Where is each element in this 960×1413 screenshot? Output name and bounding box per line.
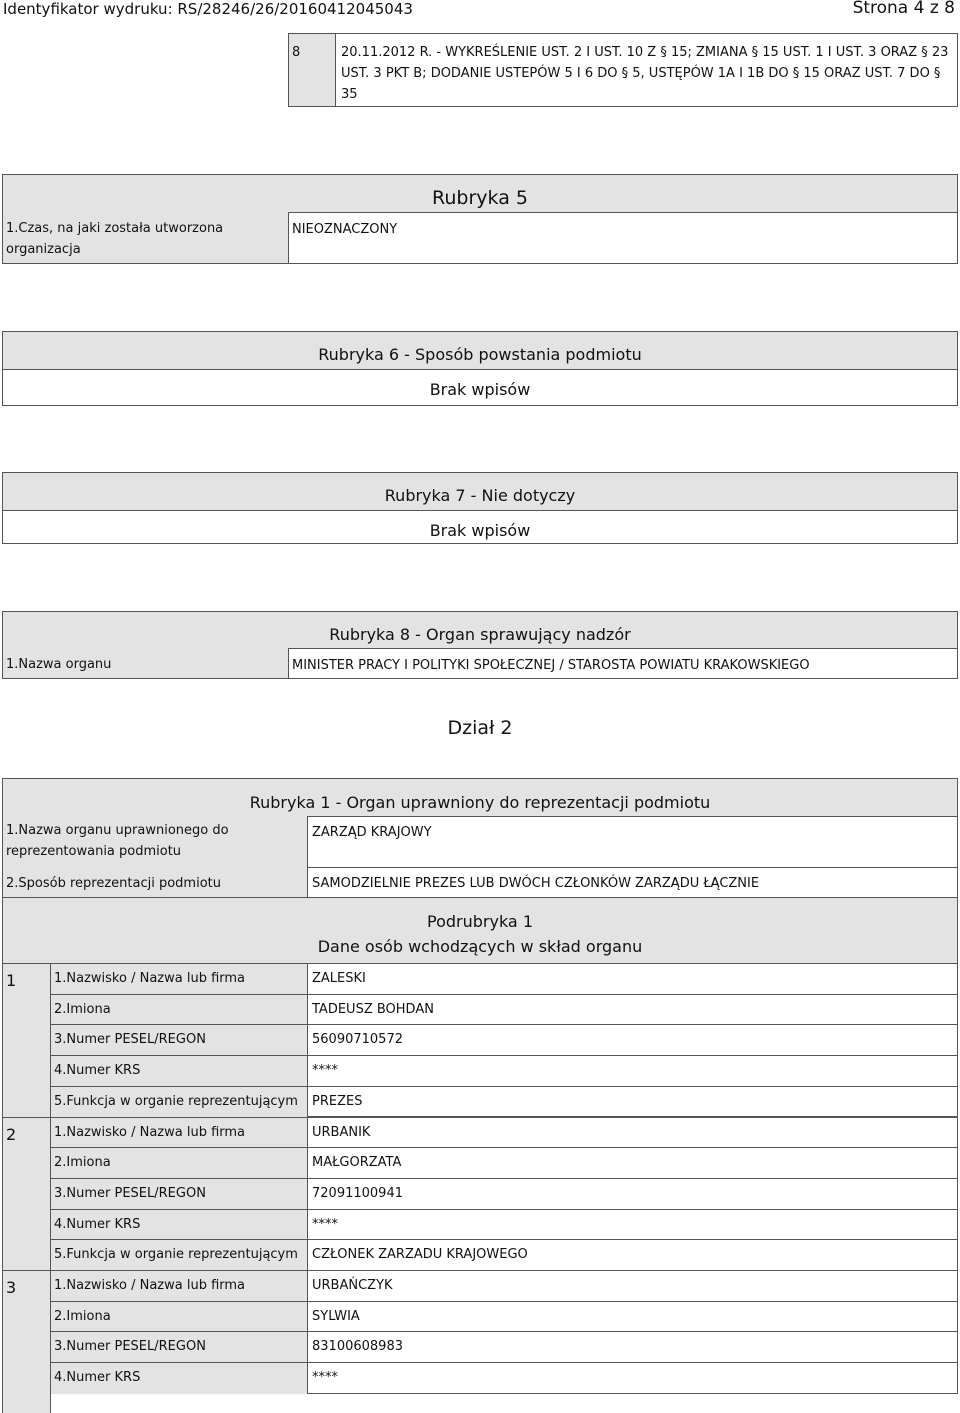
rubryka8-label: 1.Nazwa organu <box>6 657 112 672</box>
person-field-value: 83100608983 <box>307 1331 958 1363</box>
person-field-value: 56090710572 <box>307 1024 958 1056</box>
rubryka5-value: NIEOZNACZONY <box>292 222 398 237</box>
person-field-value: URBANIK <box>307 1117 958 1149</box>
person-field-label: 4.Numer KRS <box>51 1055 308 1087</box>
rubryka5-title: Rubryka 5 <box>432 187 528 209</box>
print-identifier: Identyfikator wydruku: RS/28246/26/20160412045043 <box>3 0 413 18</box>
rubryka1-method-label-cell <box>2 868 308 898</box>
person-separator <box>2 1117 51 1118</box>
person-index: 3 <box>6 1278 17 1297</box>
person-field-label: 5.Funkcja w organie reprezentującym <box>51 1086 308 1118</box>
person-field-label: 2.Imiona <box>51 1301 308 1333</box>
person-field-label: 2.Imiona <box>51 1147 308 1179</box>
person-field-value: 72091100941 <box>307 1178 958 1210</box>
amendment-number-cell <box>288 33 336 107</box>
person-field-value: ZALESKI <box>307 963 958 995</box>
rubryka1-title: Rubryka 1 - Organ uprawniony do reprezentacji podmiotu <box>249 793 711 812</box>
rubryka8-label-cell <box>2 648 289 679</box>
person-field-value: PREZES <box>307 1086 958 1118</box>
person-field-label: 4.Numer KRS <box>51 1209 308 1241</box>
amendment-text: 20.11.2012 R. - WYKREŚLENIE UST. 2 I UST. 10 Z § 15; ZMIANA § 15 UST. 1 I UST. 3 ORAZ § 23 UST. 3 PKT B; DODANIE USTEPÓW 5 I 6 DO § 5, USTĘPÓW 1A I 1B DO § 15 ORAZ UST. 7 DO § 35 <box>341 45 949 102</box>
rubryka1-method-label: 2.Sposób reprezentacji podmiotu <box>6 876 221 891</box>
amendment-text-cell <box>335 33 958 107</box>
rubryka1-name-value: ZARZĄD KRAJOWY <box>312 825 432 840</box>
dzial-title: Dział 2 <box>447 717 513 739</box>
rubryka6-title: Rubryka 6 - Sposób powstania podmiotu <box>318 345 642 364</box>
rubryka7-empty-cell <box>2 510 958 544</box>
podrubryka-header-cell <box>2 897 958 963</box>
rubryka5-value-cell <box>288 212 958 264</box>
rubryka8-title: Rubryka 8 - Organ sprawujący nadzór <box>329 625 631 644</box>
person-field-value: **** <box>307 1055 958 1087</box>
person-field-label: 3.Numer PESEL/REGON <box>51 1331 308 1363</box>
person-field-label: 1.Nazwisko / Nazwa lub firma <box>51 1117 308 1149</box>
person-field-value: CZŁONEK ZARZADU KRAJOWEGO <box>307 1239 958 1271</box>
person-index: 2 <box>6 1124 17 1144</box>
podrubryka-title: Podrubryka 1 <box>427 912 533 931</box>
person-field-value: TADEUSZ BOHDAN <box>307 994 958 1026</box>
person-field-value: **** <box>307 1362 958 1394</box>
person-field-label: 5.Funkcja w organie reprezentującym <box>51 1239 308 1271</box>
rubryka1-name-label-cell <box>2 816 308 869</box>
rubryka7-title-cell <box>2 472 958 510</box>
rubryka6-empty-cell <box>2 369 958 406</box>
rubryka8-value-cell <box>288 648 958 679</box>
person-field-value: URBAŃCZYK <box>307 1270 958 1302</box>
rubryka6-empty: Brak wpisów <box>429 380 531 399</box>
rubryka1-method-value-cell <box>307 868 958 898</box>
rubryka5-label-cell <box>2 212 289 264</box>
rubryka1-name-label: 1.Nazwa organu uprawnionego do reprezentowania podmiotu <box>6 823 229 859</box>
rubryka6-title-cell <box>2 331 958 369</box>
rubryka1-method-value: SAMODZIELNIE PREZES LUB DWÓCH CZŁONKÓW ZARZĄDU ŁĄCZNIE <box>312 876 760 891</box>
amendment-number: 8 <box>292 45 301 60</box>
person-field-label: 2.Imiona <box>51 994 308 1026</box>
person-field-label: 4.Numer KRS <box>51 1362 308 1394</box>
persons-index-column <box>2 963 51 1413</box>
rubryka8-value: MINISTER PRACY I POLITYKI SPOŁECZNEJ / STAROSTA POWIATU KRAKOWSKIEGO <box>292 658 810 673</box>
podrubryka-subtitle: Dane osób wchodzących w skład organu <box>317 937 643 956</box>
page-number: Strona 4 z 8 <box>852 0 955 18</box>
rubryka5-title-cell <box>2 174 958 212</box>
person-field-label: 3.Numer PESEL/REGON <box>51 1024 308 1056</box>
rubryka5-label: 1.Czas, na jaki została utworzona organizacja <box>6 221 224 257</box>
person-separator <box>2 1270 51 1271</box>
rubryka7-title: Rubryka 7 - Nie dotyczy <box>384 486 576 505</box>
person-field-label: 1.Nazwisko / Nazwa lub firma <box>51 963 308 995</box>
rubryka1-name-value-cell <box>307 816 958 868</box>
person-field-label: 3.Numer PESEL/REGON <box>51 1178 308 1210</box>
person-field-value: **** <box>307 1209 958 1241</box>
person-field-label: 1.Nazwisko / Nazwa lub firma <box>51 1270 308 1302</box>
person-index: 1 <box>6 971 17 990</box>
rubryka7-empty: Brak wpisów <box>429 521 531 540</box>
person-field-value: MAŁGORZATA <box>307 1147 958 1179</box>
rubryka1-title-cell <box>2 778 958 816</box>
person-field-value: SYLWIA <box>307 1301 958 1333</box>
rubryka8-title-cell <box>2 611 958 648</box>
